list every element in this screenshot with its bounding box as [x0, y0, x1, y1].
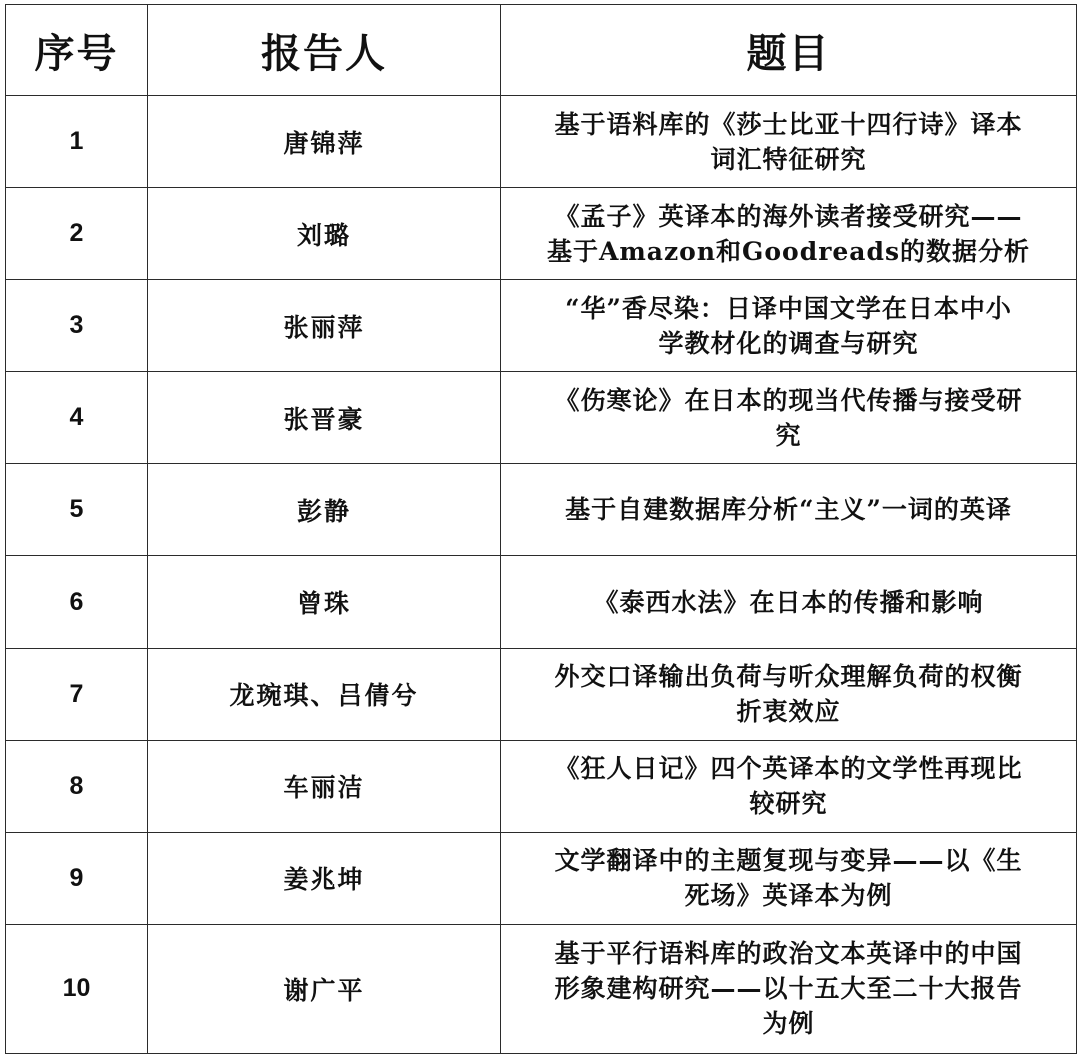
row-number: 6	[6, 556, 148, 648]
talk-title-line: 为例	[762, 1009, 815, 1039]
talk-title-line: “华”香尽染：日译中国文学在日本中小	[565, 293, 1012, 323]
talk-title	[501, 556, 1077, 648]
talk-title-line: 《泰西水法》在日本的传播和影响	[593, 587, 984, 617]
talk-title-line: 基于自建数据库分析“主义”一词的英译	[565, 495, 1012, 525]
talk-title-line: 死场》英译本为例	[684, 881, 893, 911]
talk-title	[501, 464, 1077, 556]
talk-title	[501, 372, 1077, 464]
talk-title-line: 基于Amazon和Goodreads的数据分析	[546, 236, 1031, 266]
talk-title-line: 《孟子》英译本的海外读者接受研究——	[554, 201, 1023, 231]
row-number: 1	[6, 96, 148, 188]
table-row	[6, 188, 1077, 280]
header-presenter: 报告人	[148, 5, 501, 96]
header-num: 序号	[6, 5, 148, 96]
talk-title-line: 较研究	[749, 789, 828, 819]
presenter-name: 车丽洁	[148, 740, 501, 832]
row-number: 10	[6, 924, 148, 1053]
talk-title-line: 基于语料库的《莎士比亚十四行诗》译本	[554, 109, 1023, 139]
report-schedule	[5, 4, 1076, 1054]
talk-title-line: 折衷效应	[736, 697, 841, 727]
talk-title-line: 词汇特征研究	[710, 144, 867, 174]
talk-title	[501, 832, 1077, 924]
talk-title-line: 学教材化的调查与研究	[658, 328, 919, 358]
table-row	[6, 372, 1077, 464]
schedule-table	[5, 4, 1077, 1054]
row-number: 4	[6, 372, 148, 464]
talk-title	[501, 280, 1077, 372]
header-row	[6, 5, 1077, 96]
header-title: 题目	[501, 5, 1077, 96]
presenter-name: 姜兆坤	[148, 832, 501, 924]
presenter-name: 张丽萍	[148, 280, 501, 372]
row-number: 3	[6, 280, 148, 372]
row-number: 2	[6, 188, 148, 280]
presenter-name: 唐锦萍	[148, 96, 501, 188]
table-row	[6, 832, 1077, 924]
talk-title-line: 究	[775, 420, 802, 450]
table-row	[6, 556, 1077, 648]
talk-title-line: 基于平行语料库的政治文本英译中的中国	[554, 939, 1023, 969]
talk-title	[501, 924, 1077, 1053]
table-row	[6, 280, 1077, 372]
table-row	[6, 96, 1077, 188]
talk-title	[501, 740, 1077, 832]
presenter-name: 龙琬琪、吕倩兮	[148, 648, 501, 740]
table-row	[6, 740, 1077, 832]
talk-title-line: 形象建构研究——以十五大至二十大报告	[554, 974, 1023, 1004]
talk-title	[501, 188, 1077, 280]
talk-title	[501, 648, 1077, 740]
presenter-name: 刘璐	[148, 188, 501, 280]
presenter-name: 谢广平	[148, 924, 501, 1053]
row-number: 5	[6, 464, 148, 556]
row-number: 8	[6, 740, 148, 832]
presenter-name: 彭静	[148, 464, 501, 556]
talk-title-line: 《伤寒论》在日本的现当代传播与接受研	[554, 385, 1023, 415]
talk-title	[501, 96, 1077, 188]
table-row	[6, 648, 1077, 740]
presenter-name: 曾珠	[148, 556, 501, 648]
row-number: 7	[6, 648, 148, 740]
talk-title-line: 文学翻译中的主题复现与变异——以《生	[554, 846, 1023, 876]
table-row	[6, 924, 1077, 1053]
talk-title-line: 外交口译输出负荷与听众理解负荷的权衡	[554, 662, 1023, 692]
row-number: 9	[6, 832, 148, 924]
talk-title-line: 《狂人日记》四个英译本的文学性再现比	[554, 754, 1023, 784]
table-row	[6, 464, 1077, 556]
presenter-name: 张晋豪	[148, 372, 501, 464]
